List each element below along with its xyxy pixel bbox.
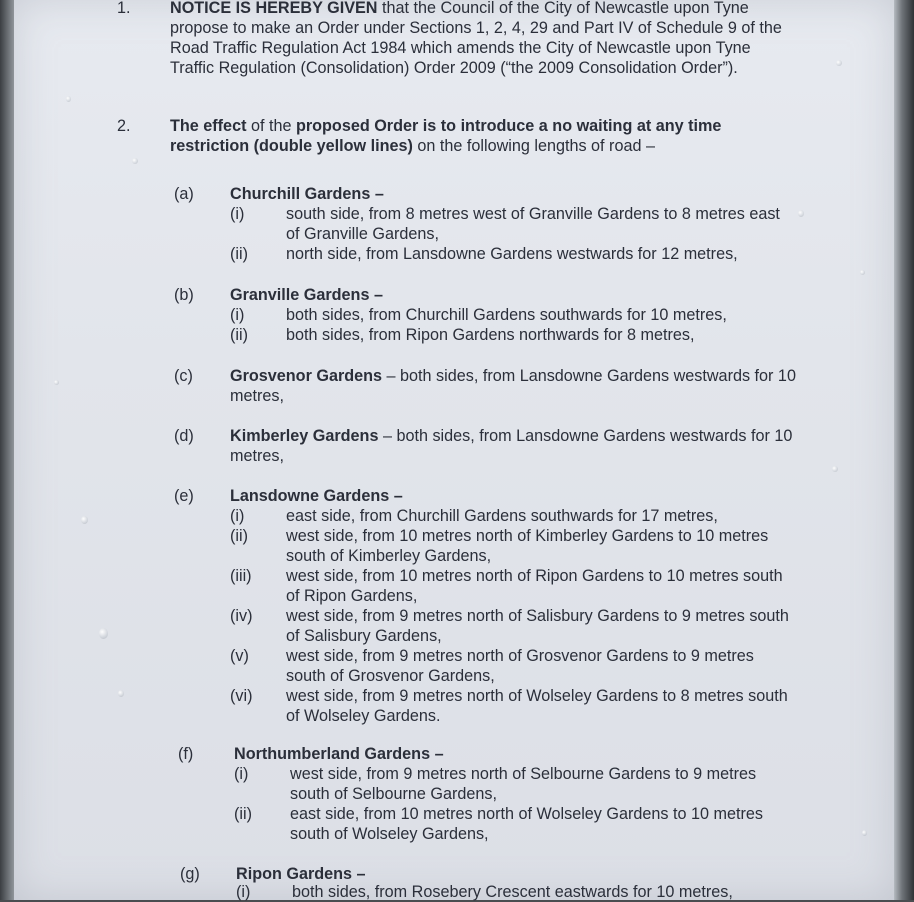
section-text: Kimberley Gardens – both sides, from Lansdowne Gardens westwards for 10 metres,: [230, 427, 793, 465]
road-name: Lansdowne Gardens –: [230, 487, 403, 505]
section-letter: (e): [174, 487, 194, 505]
effect-tail: the following lengths of road –: [439, 137, 655, 155]
road-name: Churchill Gardens –: [230, 185, 384, 203]
section-letter: (d): [174, 427, 194, 445]
notice-heading: NOTICE IS HEREBY GIVEN: [170, 0, 378, 17]
effect-text: of the: [246, 117, 296, 135]
rain-drop: [66, 96, 71, 102]
rain-drop: [862, 830, 867, 836]
paragraph-text: [170, 116, 790, 156]
effect-bold: The effect: [170, 117, 247, 135]
section-letter: (c): [174, 367, 193, 385]
rain-drop: [99, 628, 108, 639]
rain-drop: [81, 516, 88, 524]
rain-drop: [54, 380, 59, 385]
road-name: Northumberland Gardens –: [234, 745, 444, 763]
rain-drop: [132, 158, 138, 164]
section-text: Grosvenor Gardens – both sides, from Lansdowne Gardens westwards for 10 metres,: [230, 367, 796, 405]
rain-drop: [836, 60, 842, 66]
effect-text: on: [412, 137, 440, 155]
rain-drop: [832, 466, 838, 472]
road-name: Ripon Gardens –: [236, 865, 366, 883]
paragraph-text: [170, 0, 795, 78]
section-letter: (b): [174, 286, 194, 304]
window-frame-right: [894, 0, 914, 900]
rain-drop: [798, 210, 804, 217]
restriction-bold: proposed Order is to introduce a no waiting at any time restriction (double yellow lines): [170, 117, 722, 155]
section-letter: (a): [174, 185, 194, 203]
notice-sheet: 1. NOTICE IS HEREBY GIVEN that the Council of the City of Newcastle upon Tyne propose to make an Order under Sections 1, 2, 4, 29 and Part IV of Schedule 9 of the Road Traffic Regulation Act 1984 which amends the City of Newcastle upon Tyne Traffic Regulation (Consolidation) Order 2009 (“the 2009 Consolidation Order”). 2. The effect of the proposed Order is to introduce a no waiting at any time restriction (double yellow lines) on the following lengths of road – (a) Churchill Gardens – (i) south side, from 8 metres west of Granville Gardens to 8 metres east of Granville Gardens, (ii) north side, from Lansdowne Gardens westwards for 12 metres, (b) Granville Gardens – (i) both sides, from Churchill Gardens southwards for 10 metres, (ii) both sides, from Ripon Gardens northwards for 8 metres, (c) Grosvenor Gardens – both sides, from Lansdowne Gardens westwards for 10 metres, (d) Kimberley Gardens – both sides, from Lansdowne Gardens westwards for 10 metres, (e) Lansdowne Gardens – (i) east side, from Churchill Gardens southwards for 17 metres, (ii) west side, from 10 metres north of Kimberley Gardens to 10 metres south of Kimberley Gardens, (iii) west side, from 10 metres north of Ripon Gardens to 10 metres south of Ripon Gardens, (iv) west side, from 9 metres north of Salisbury Gardens to 9 metres south of Salisbury Gardens, (v) west side, from 9 metres north of Grosvenor Gardens to 9 metres south of Grosvenor Gardens, (vi) west side, from 9 metres north of Wolseley Gardens to 8 metres south of Wolseley Gardens. (f) Northumberland Gardens – (i) west side, from 9 metres north of Selbourne Gardens to 9 metres south of Selbourne Gardens, (ii) east side, from 10 metres north of Wolseley Gardens to 10 metres south of Wolseley Gardens, (g) Ripon Gardens – (i) both sides, from Rosebery Crescent eastwards for 10 metres,: [14, 0, 894, 900]
notice-body: that the Council of the City of Newcastle upon Tyne propose to make an Order under Sections 1, 2, 4, 29 and Part IV of Schedule 9 of the Road Traffic Regulation Act 1984 which amends the City of Newcastle upon Tyne Traffic Regulation (Consolidation) Order 2009 (“the 2009 Consolidation Order”).: [170, 0, 782, 77]
paragraph-number: 1.: [117, 0, 131, 17]
paragraph-number: 2.: [117, 117, 131, 135]
section-letter: (f): [178, 745, 194, 763]
road-name: Granville Gardens –: [230, 286, 383, 304]
rain-drop: [118, 690, 124, 697]
section-letter: (g): [180, 865, 200, 883]
rain-drop: [860, 270, 865, 275]
